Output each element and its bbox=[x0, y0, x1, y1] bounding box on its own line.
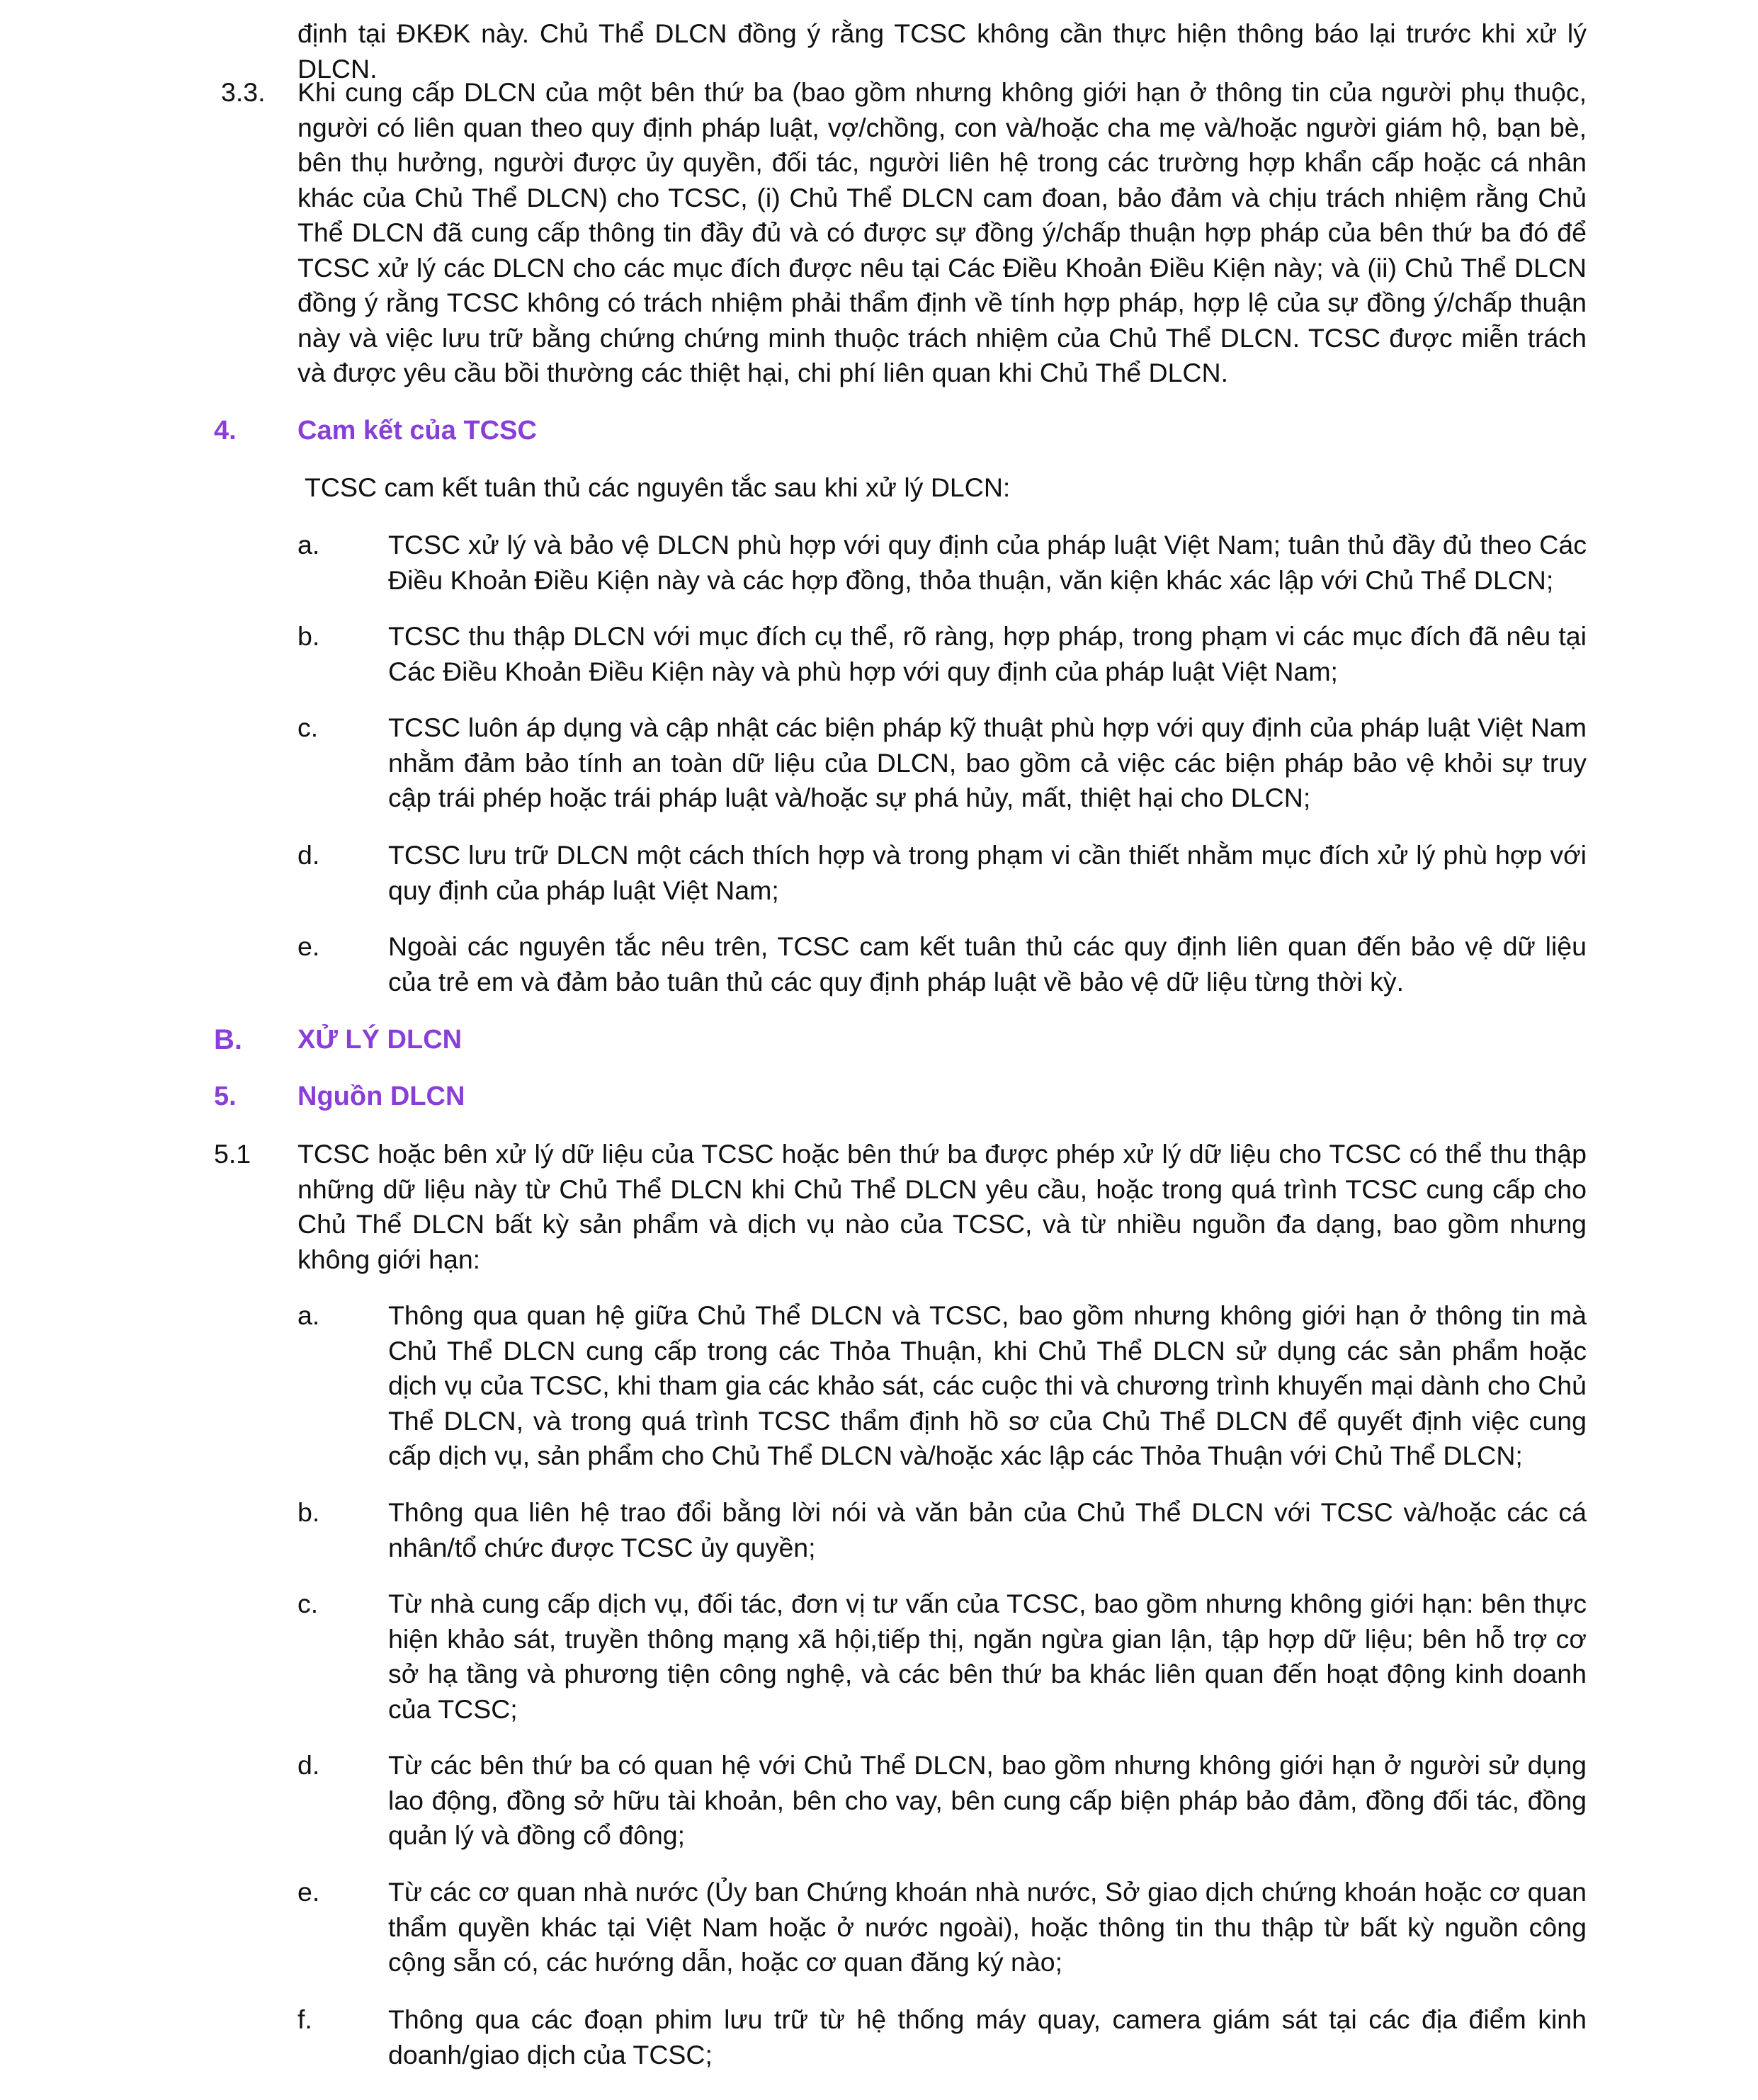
clause-3-3-number: 3.3. bbox=[221, 77, 266, 107]
section-4-item-label: d. bbox=[297, 840, 320, 870]
clause-5-1-item-label: e. bbox=[297, 1877, 320, 1907]
clause-5-1-item-label: c. bbox=[297, 1589, 319, 1618]
clause-5-1-number: 5.1 bbox=[214, 1139, 251, 1169]
section-5-number: 5. bbox=[214, 1082, 237, 1111]
clause-5-1-item-label: f. bbox=[297, 2004, 312, 2034]
clause-5-1-item-text: Từ các cơ quan nhà nước (Ủy ban Chứng khoán nhà nước, Sở giao dịch chứng khoán hoặc cơ quan thẩm quyền khác tại Việt Nam hoặc ở nước ngoài), hoặc thông tin thu thập từ bất kỳ nguồn công cộng sẵn có, các hướng dẫn, hoặc cơ quan đăng ký nào; bbox=[388, 1877, 1587, 1977]
clause-5-1-item-label: a. bbox=[297, 1300, 320, 1330]
section-4-item-label: b. bbox=[297, 621, 320, 651]
section-4-item-text: TCSC lưu trữ DLCN một cách thích hợp và trong phạm vi cần thiết nhằm mục đích xử lý phù hợp với quy định của pháp luật Việt Nam; bbox=[388, 840, 1587, 905]
clause-5-1-item-label: d. bbox=[297, 1750, 320, 1780]
clause-5-1-text: TCSC hoặc bên xử lý dữ liệu của TCSC hoặc bên thứ ba được phép xử lý dữ liệu cho TCSC có thể thu thập những dữ liệu này từ Chủ Thể DLCN khi Chủ Thể DLCN yêu cầu, hoặc trong quá trình TCSC cung cấp cho Chủ Thể DLCN bất kỳ sản phẩm và dịch vụ nào của TCSC, và từ nhiều nguồn đa dạng, bao gồm nhưng không giới hạn: bbox=[297, 1139, 1587, 1274]
section-4-item-label: e. bbox=[297, 931, 320, 961]
section-5-title: Nguồn DLCN bbox=[297, 1082, 465, 1111]
clause-5-1-item-text: Thông qua các đoạn phim lưu trữ từ hệ thống máy quay, camera giám sát tại các địa điểm kinh doanh/giao dịch của TCSC; bbox=[388, 2004, 1587, 2070]
section-4-item-label: a. bbox=[297, 530, 320, 560]
part-b-number: B. bbox=[214, 1024, 242, 1055]
section-4-title: Cam kết của TCSC bbox=[297, 416, 537, 445]
section-4-intro: TCSC cam kết tuân thủ các nguyên tắc sau khi xử lý DLCN: bbox=[305, 472, 1011, 502]
section-4-item-label: c. bbox=[297, 713, 319, 742]
clause-5-1-item-label: b. bbox=[297, 1497, 320, 1527]
section-4-item-text: Ngoài các nguyên tắc nêu trên, TCSC cam kết tuân thủ các quy định liên quan đến bảo vệ dữ liệu của trẻ em và đảm bảo tuân thủ các quy định pháp luật về bảo vệ dữ liệu từng thời kỳ. bbox=[388, 931, 1587, 997]
clause-5-1-item-text: Từ nhà cung cấp dịch vụ, đối tác, đơn vị tư vấn của TCSC, bao gồm nhưng không giới hạn: bên thực hiện khảo sát, truyền thông mạng xã hội,tiếp thị, ngăn ngừa gian lận, tập hợp dữ liệu; bên hỗ trợ cơ sở hạ tầng và phương tiện công nghệ, và các bên thứ ba khác liên quan đến hoạt động kinh doanh của TCSC; bbox=[388, 1589, 1587, 1724]
clause-5-1-item-text: Từ các bên thứ ba có quan hệ với Chủ Thể DLCN, bao gồm nhưng không giới hạn ở người sử dụng lao động, đồng sở hữu tài khoản, bên cho vay, bên cung cấp biện pháp bảo đảm, đồng đối tác, đồng quản lý và đồng cổ đông; bbox=[388, 1750, 1587, 1850]
clause-5-1-item-text: Thông qua quan hệ giữa Chủ Thể DLCN và TCSC, bao gồm nhưng không giới hạn ở thông tin mà Chủ Thể DLCN cung cấp trong các Thỏa Thuận, khi Chủ Thể DLCN sử dụng các sản phẩm hoặc dịch vụ của TCSC, khi tham gia các khảo sát, các cuộc thi và chương trình khuyến mại dành cho Chủ Thể DLCN, và trong quá trình TCSC thẩm định hồ sơ của Chủ Thể DLCN để quyết định việc cung cấp dịch vụ, sản phẩm cho Chủ Thể DLCN và/hoặc xác lập các Thỏa Thuận với Chủ Thể DLCN; bbox=[388, 1300, 1587, 1470]
section-4-item-text: TCSC luôn áp dụng và cập nhật các biện pháp kỹ thuật phù hợp với quy định của pháp luật Việt Nam nhằm đảm bảo tính an toàn dữ liệu của DLCN, bao gồm cả việc các biện pháp bảo vệ khỏi sự truy cập trái phép hoặc trái pháp luật và/hoặc sự phá hủy, mất, thiệt hại cho DLCN; bbox=[388, 713, 1587, 812]
clause-5-1-item-text: Thông qua liên hệ trao đổi bằng lời nói và văn bản của Chủ Thể DLCN với TCSC và/hoặc các cá nhân/tổ chức được TCSC ủy quyền; bbox=[388, 1497, 1587, 1562]
part-b-title: XỬ LÝ DLCN bbox=[297, 1025, 463, 1055]
section-4-item-text: TCSC xử lý và bảo vệ DLCN phù hợp với quy định của pháp luật Việt Nam; tuân thủ đầy đủ theo Các Điều Khoản Điều Kiện này và các hợp đồng, thỏa thuận, văn kiện khác xác lập với Chủ Thể DLCN; bbox=[388, 530, 1587, 595]
section-4-item-text: TCSC thu thập DLCN với mục đích cụ thể, rõ ràng, hợp pháp, trong phạm vi các mục đích đã nêu tại Các Điều Khoản Điều Kiện này và phù hợp với quy định của pháp luật Việt Nam; bbox=[388, 621, 1587, 686]
clause-3-3-text: Khi cung cấp DLCN của một bên thứ ba (bao gồm nhưng không giới hạn ở thông tin của người phụ thuộc, người có liên quan theo quy định pháp luật, vợ/chồng, con và/hoặc cha mẹ và/hoặc người giám hộ, bạn bè, bên thụ hưởng, người được ủy quyền, đối tác, người liên hệ trong các trường hợp khẩn cấp hoặc cá nhân khác của Chủ Thể DLCN) cho TCSC, (i) Chủ Thể DLCN cam đoan, bảo đảm và chịu trách nhiệm rằng Chủ Thể DLCN đã cung cấp thông tin đầy đủ và có được sự đồng ý/chấp thuận hợp pháp của bên thứ ba đó để TCSC xử lý các DLCN cho các mục đích được nêu tại Các Điều Khoản Điều Kiện này; và (ii) Chủ Thể DLCN đồng ý rằng TCSC không có trách nhiệm phải thẩm định về tính hợp pháp, hợp lệ của sự đồng ý/chấp thuận này và việc lưu trữ bằng chứng chứng minh thuộc trách nhiệm của Chủ Thể DLCN. TCSC được miễn trách và được yêu cầu bồi thường các thiệt hại, chi phí liên quan khi Chủ Thể DLCN. bbox=[297, 77, 1587, 387]
intro-line: định tại ĐKĐK này. Chủ Thể DLCN đồng ý rằng TCSC không cần thực hiện thông báo lại trước khi xử lý DLCN. bbox=[297, 18, 1587, 84]
section-4-number: 4. bbox=[214, 416, 237, 445]
